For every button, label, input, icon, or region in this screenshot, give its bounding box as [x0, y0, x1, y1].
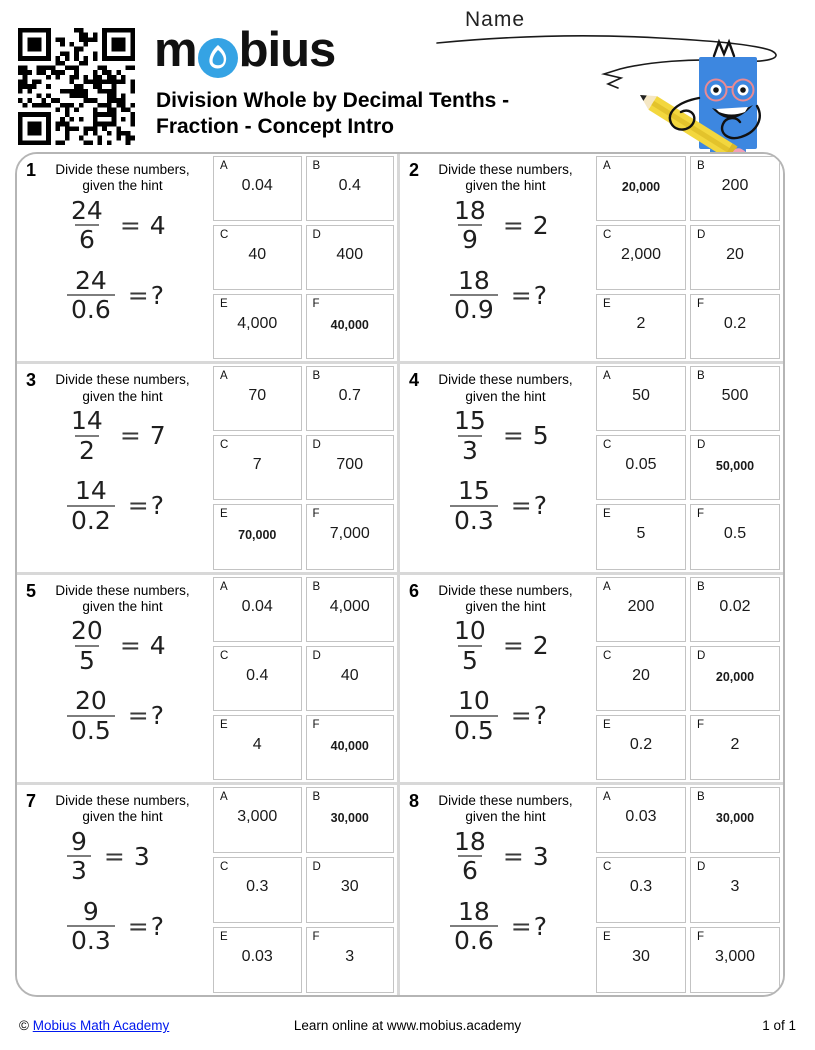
answer-letter: A	[220, 370, 228, 383]
answer-letter: D	[312, 439, 321, 452]
answer-letter: A	[220, 580, 228, 593]
equals-sign: =	[127, 280, 149, 310]
equals-sign: =	[127, 911, 149, 941]
problem-description	[17, 364, 210, 571]
answer-value: 40,000	[330, 318, 369, 333]
problem-instructions: Divide these numbers, given the hint	[438, 792, 573, 825]
answer-value: 40	[248, 246, 267, 264]
answer-grid	[210, 785, 397, 995]
answer-cell-d	[306, 435, 395, 500]
hint-numerator: 20	[71, 616, 103, 646]
equals-sign: =	[502, 631, 524, 661]
logo-text-bius: bius	[238, 23, 336, 77]
answer-value: 4,000	[329, 597, 370, 615]
question-numerator: 15	[457, 476, 490, 506]
answer-value: 200	[721, 177, 749, 194]
answer-value: 0.04	[241, 177, 273, 194]
answer-letter: F	[697, 298, 705, 311]
answer-value: 0.7	[338, 387, 361, 405]
title-line-1: Division Whole by Decimal Tenths -	[156, 89, 510, 112]
hint-equation	[450, 197, 593, 254]
hint-result: 4	[149, 631, 166, 661]
answer-value: 0.4	[246, 666, 269, 684]
answer-value: 200	[627, 597, 655, 615]
answer-grid	[593, 785, 783, 995]
answer-cell-c	[596, 435, 686, 500]
hint-result: 7	[149, 421, 166, 451]
equals-sign: =	[510, 280, 532, 310]
answer-value: 2,000	[620, 246, 662, 264]
answer-letter: B	[697, 790, 705, 803]
answer-letter: A	[603, 790, 611, 803]
answer-value: 0.3	[246, 877, 269, 895]
hint-result: 4	[149, 210, 166, 240]
question-numerator: 9	[82, 896, 99, 926]
problem-description	[400, 575, 593, 782]
answer-letter: B	[312, 160, 321, 172]
answer-value: 4,000	[237, 315, 278, 333]
answer-letter: A	[603, 580, 611, 593]
footer	[0, 1018, 815, 1033]
question-denominator: 0.6	[450, 925, 498, 955]
answer-value: 400	[336, 246, 364, 264]
question-mark: ?	[150, 911, 164, 941]
problem-description	[400, 154, 593, 361]
hint-denominator: 5	[458, 645, 482, 675]
question-mark: ?	[533, 280, 547, 310]
equals-sign: =	[119, 421, 141, 451]
answer-value: 700	[336, 456, 364, 474]
hint-equation	[450, 617, 593, 674]
hint-numerator: 14	[71, 406, 103, 436]
answer-letter: F	[697, 508, 705, 521]
answer-letter: C	[220, 439, 229, 452]
answer-letter: C	[220, 229, 229, 242]
answer-cell-d	[306, 646, 395, 711]
answer-cell-e	[596, 927, 686, 993]
hint-equation	[67, 828, 210, 885]
answer-letter: A	[220, 790, 228, 803]
question-numerator: 18	[457, 265, 490, 295]
problem-description	[17, 785, 210, 995]
problem-number: 4	[409, 370, 420, 391]
answer-cell-a	[213, 156, 302, 221]
equals-sign: =	[127, 491, 149, 521]
answer-value: 40	[340, 666, 359, 684]
answer-letter: F	[312, 930, 320, 943]
equals-sign: =	[127, 701, 149, 731]
answer-cell-c	[213, 225, 302, 290]
question-equation	[67, 267, 210, 324]
hint-result: 5	[532, 421, 549, 451]
answer-cell-d	[690, 857, 780, 923]
question-equation	[450, 687, 593, 744]
hint-result: 3	[133, 841, 150, 871]
equals-sign: =	[510, 911, 532, 941]
answer-value: 30	[632, 947, 650, 965]
hint-equation	[450, 407, 593, 464]
answer-value: 40,000	[330, 738, 369, 753]
answer-value: 0.2	[629, 735, 653, 753]
answer-cell-c	[213, 435, 302, 500]
answer-value: 70	[248, 387, 267, 405]
answer-cell-f	[690, 294, 780, 359]
logo-o-icon	[198, 34, 238, 74]
answer-letter: F	[312, 508, 320, 521]
problem-number: 2	[409, 160, 420, 180]
answer-letter: A	[220, 160, 228, 172]
answer-cell-e	[213, 715, 302, 780]
answer-cell-e	[596, 504, 686, 569]
question-equation	[67, 687, 210, 744]
answer-letter: C	[220, 649, 229, 662]
answer-cell-b	[690, 156, 780, 221]
equals-sign: =	[103, 841, 125, 871]
qr-code	[18, 28, 135, 145]
problem-block-1	[17, 154, 400, 364]
answer-cell-a	[596, 787, 686, 853]
answer-value: 0.04	[241, 597, 273, 615]
copyright-link[interactable]: Mobius Math Academy	[32, 1018, 170, 1033]
answer-value: 20	[632, 666, 650, 684]
question-mark: ?	[150, 491, 164, 521]
answer-cell-a	[213, 577, 302, 642]
answer-value: 5	[636, 525, 646, 543]
question-denominator: 0.2	[67, 505, 115, 535]
question-denominator: 0.3	[450, 505, 498, 535]
answer-value: 3	[730, 877, 740, 895]
answer-letter: F	[312, 298, 320, 311]
hint-denominator: 2	[75, 435, 99, 465]
answer-value: 20	[726, 246, 744, 264]
problem-block-8	[400, 785, 783, 995]
problem-instructions: Divide these numbers, given the hint	[55, 372, 190, 404]
answer-cell-e	[213, 504, 302, 569]
answer-value: 3,000	[714, 947, 756, 965]
question-denominator: 0.3	[67, 925, 115, 955]
hint-result: 3	[532, 841, 549, 871]
problem-number: 7	[26, 790, 37, 811]
answer-cell-b	[690, 366, 780, 431]
answer-cell-a	[596, 366, 686, 431]
answer-letter: F	[312, 718, 320, 731]
hint-equation	[450, 828, 593, 885]
problem-description	[400, 785, 593, 995]
answer-grid	[210, 154, 397, 361]
answer-letter: C	[603, 649, 612, 662]
hint-denominator: 9	[458, 224, 482, 254]
hint-numerator: 18	[454, 195, 486, 225]
question-equation	[67, 898, 210, 955]
answer-value: 0.03	[241, 947, 273, 965]
answer-letter: F	[697, 930, 705, 943]
answer-value: 20,000	[621, 180, 661, 194]
question-mark: ?	[533, 491, 547, 521]
answer-cell-f	[306, 504, 395, 569]
problem-number: 3	[26, 370, 37, 391]
answer-cell-b	[306, 577, 395, 642]
question-numerator: 20	[74, 686, 107, 716]
answer-letter: E	[603, 298, 611, 311]
answer-letter: B	[697, 580, 705, 593]
answer-cell-c	[213, 857, 302, 923]
question-denominator: 0.5	[67, 715, 115, 745]
answer-value: 50	[632, 387, 650, 405]
mobius-logo	[154, 22, 335, 78]
problem-block-5	[17, 575, 400, 785]
answer-cell-e	[213, 294, 302, 359]
question-equation	[450, 267, 593, 324]
answer-letter: B	[697, 370, 705, 383]
equals-sign: =	[119, 631, 141, 661]
answer-cell-c	[596, 225, 686, 290]
answer-cell-e	[213, 927, 302, 993]
question-mark: ?	[533, 911, 547, 941]
equals-sign: =	[510, 701, 532, 731]
problem-block-3	[17, 364, 400, 574]
answer-value: 0.3	[629, 877, 653, 895]
answer-value: 0.03	[625, 807, 657, 825]
answer-cell-a	[213, 787, 302, 853]
answer-cell-e	[596, 294, 686, 359]
hint-denominator: 3	[67, 855, 91, 885]
answer-letter: D	[312, 860, 321, 873]
answer-cell-f	[690, 715, 780, 780]
answer-grid	[593, 154, 783, 361]
answer-cell-b	[690, 787, 780, 853]
page-indicator: 1 of 1	[756, 1018, 796, 1033]
hint-numerator: 10	[454, 616, 486, 646]
question-equation	[450, 898, 593, 955]
answer-letter: D	[312, 229, 321, 242]
question-denominator: 0.5	[450, 715, 498, 745]
hint-equation	[67, 197, 210, 254]
answer-letter: C	[220, 860, 229, 873]
answer-letter: C	[603, 229, 612, 242]
hint-numerator: 15	[454, 406, 486, 436]
question-mark: ?	[533, 701, 547, 731]
answer-letter: D	[697, 229, 706, 242]
answer-grid	[210, 364, 397, 571]
hint-result: 2	[532, 631, 549, 661]
answer-letter: E	[603, 930, 611, 943]
answer-cell-b	[306, 156, 395, 221]
answer-value: 4	[252, 735, 262, 753]
answer-value: 50,000	[715, 459, 755, 474]
answer-value: 0.2	[723, 315, 747, 333]
question-denominator: 0.9	[450, 294, 498, 324]
answer-cell-c	[596, 857, 686, 923]
problem-number: 6	[409, 580, 420, 601]
problem-block-4	[400, 364, 783, 574]
answer-value: 500	[721, 387, 749, 405]
question-numerator: 24	[74, 265, 107, 295]
logo-text-m: m	[154, 23, 197, 77]
mascot-illustration	[430, 0, 815, 162]
answer-value: 2	[730, 735, 740, 753]
answer-letter: E	[220, 930, 228, 943]
problem-number: 1	[26, 160, 37, 180]
answer-value: 7,000	[329, 525, 370, 543]
answer-value: 3	[345, 947, 355, 965]
worksheet-card	[15, 152, 785, 997]
question-equation	[67, 477, 210, 534]
answer-letter: D	[697, 439, 706, 452]
hint-denominator: 3	[458, 435, 482, 465]
answer-letter: C	[603, 860, 612, 873]
hint-equation	[67, 617, 210, 674]
answer-cell-e	[596, 715, 686, 780]
answer-letter: A	[603, 160, 611, 172]
answer-letter: D	[697, 649, 706, 662]
answer-value: 0.02	[719, 597, 751, 615]
answer-cell-f	[690, 504, 780, 569]
answer-value: 0.05	[625, 456, 657, 474]
answer-cell-f	[306, 294, 395, 359]
problem-instructions: Divide these numbers, given the hint	[438, 162, 573, 194]
problem-instructions: Divide these numbers, given the hint	[438, 372, 573, 404]
answer-value: 30,000	[330, 810, 369, 825]
problem-instructions: Divide these numbers, given the hint	[438, 582, 573, 614]
question-mark: ?	[150, 280, 164, 310]
answer-value: 3,000	[237, 807, 278, 825]
problem-number: 5	[26, 580, 37, 601]
answer-grid	[210, 575, 397, 782]
answer-cell-a	[596, 577, 686, 642]
answer-value: 2	[636, 315, 646, 333]
answer-cell-d	[306, 225, 395, 290]
answer-cell-c	[213, 646, 302, 711]
problem-description	[400, 364, 593, 571]
answer-value: 30,000	[715, 810, 755, 825]
equals-sign: =	[510, 491, 532, 521]
answer-letter: E	[220, 508, 228, 521]
answer-cell-f	[690, 927, 780, 993]
equals-sign: =	[502, 421, 524, 451]
answer-value: 0.4	[338, 177, 361, 194]
question-numerator: 10	[457, 686, 490, 716]
problem-number: 8	[409, 790, 420, 811]
answer-letter: D	[312, 649, 321, 662]
answer-value: 0.5	[723, 525, 747, 543]
answer-cell-d	[306, 857, 395, 923]
answer-cell-c	[596, 646, 686, 711]
answer-cell-d	[690, 225, 780, 290]
answer-cell-b	[306, 787, 395, 853]
answer-value: 30	[340, 877, 359, 895]
problem-instructions: Divide these numbers, given the hint	[55, 582, 190, 614]
hint-denominator: 6	[75, 224, 99, 254]
problem-block-6	[400, 575, 783, 785]
answer-letter: E	[603, 508, 611, 521]
answer-cell-a	[213, 366, 302, 431]
answer-letter: E	[220, 718, 228, 731]
question-denominator: 0.6	[67, 294, 115, 324]
answer-cell-d	[690, 435, 780, 500]
hint-denominator: 5	[75, 645, 99, 675]
answer-value: 20,000	[715, 669, 755, 684]
answer-cell-a	[596, 156, 686, 221]
answer-letter: E	[603, 718, 611, 731]
hint-equation	[67, 407, 210, 464]
footer-center-text: Learn online at www.mobius.academy	[293, 1018, 522, 1033]
answer-letter: F	[697, 718, 705, 731]
equals-sign: =	[502, 210, 524, 240]
question-equation	[450, 477, 593, 534]
question-mark: ?	[150, 701, 164, 731]
equals-sign: =	[119, 210, 141, 240]
problem-description	[17, 154, 210, 361]
name-label: Name	[465, 8, 526, 31]
problem-instructions: Divide these numbers, given the hint	[55, 792, 190, 825]
problem-block-2	[400, 154, 783, 364]
title-line-2: Fraction - Concept Intro	[156, 115, 394, 139]
answer-letter: E	[220, 298, 228, 311]
equals-sign: =	[502, 841, 524, 871]
problem-description	[17, 575, 210, 782]
question-numerator: 14	[74, 476, 107, 506]
question-numerator: 18	[457, 896, 490, 926]
answer-letter: B	[312, 580, 321, 593]
problem-instructions: Divide these numbers, given the hint	[55, 162, 190, 194]
answer-letter: B	[312, 790, 321, 803]
answer-grid	[593, 575, 783, 782]
answer-value: 7	[252, 456, 262, 474]
answer-letter: D	[697, 860, 706, 873]
copyright-symbol: ©	[19, 1018, 29, 1033]
answer-grid	[593, 364, 783, 571]
answer-cell-f	[306, 927, 395, 993]
answer-cell-d	[690, 646, 780, 711]
answer-letter: B	[697, 160, 705, 172]
hint-numerator: 24	[71, 195, 103, 225]
answer-letter: A	[603, 370, 611, 383]
problem-block-7	[17, 785, 400, 995]
hint-numerator: 9	[71, 826, 87, 856]
answer-letter: C	[603, 439, 612, 452]
answer-value: 70,000	[238, 528, 277, 543]
answer-cell-b	[690, 577, 780, 642]
hint-result: 2	[532, 210, 549, 240]
answer-letter: B	[312, 370, 321, 383]
hint-denominator: 6	[458, 855, 482, 885]
answer-cell-f	[306, 715, 395, 780]
answer-cell-b	[306, 366, 395, 431]
hint-numerator: 18	[454, 826, 486, 856]
